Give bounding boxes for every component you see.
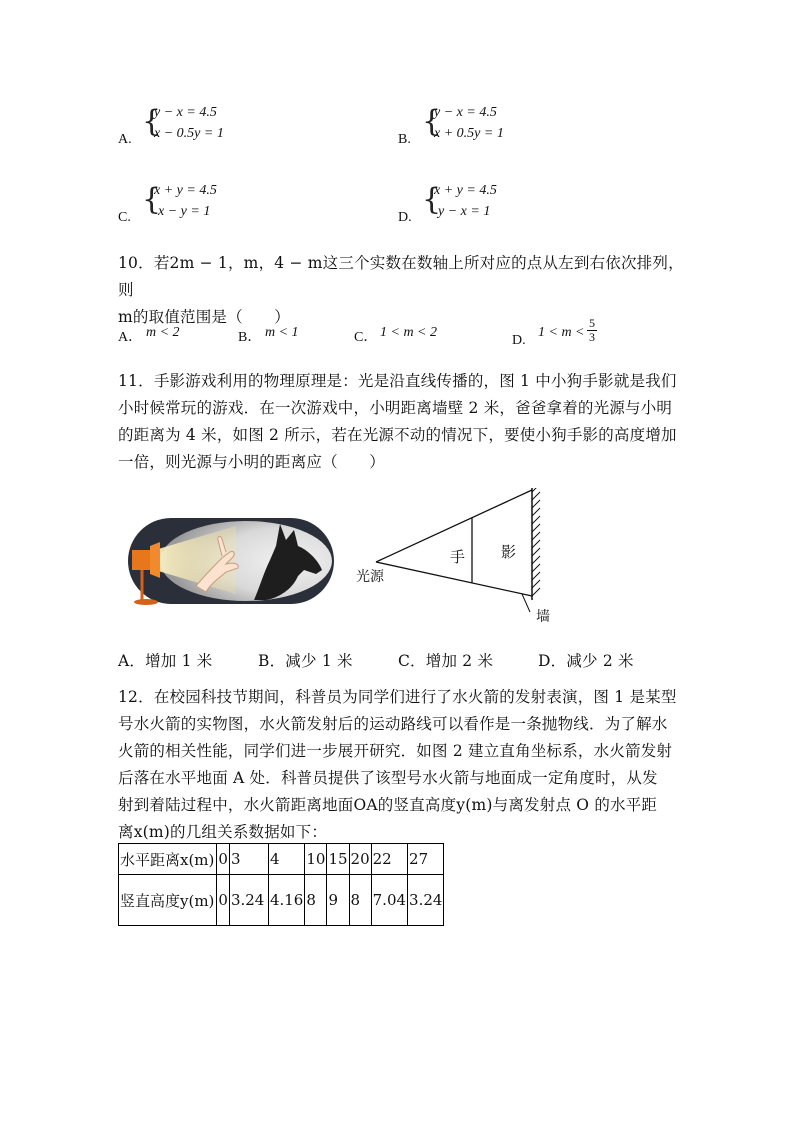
table-row — [119, 875, 444, 926]
q12-line-1: 12．在校园科技节期间，科普员为同学们进行了水火箭的发射表演，图 1 是某型 — [118, 688, 677, 706]
option-b-text: m < 1 — [265, 325, 299, 340]
q11-line-1: 11．手影游戏利用的物理原理是：光是沿直线传播的，图 1 中小狗手影就是我们 — [118, 372, 677, 390]
fraction-denominator: 3 — [589, 330, 595, 344]
option-label: A． — [118, 330, 143, 345]
hand-label: 手 — [450, 548, 466, 566]
q12-line-5: 射到着陆过程中，水火箭距离地面OA的竖直高度y(m)与离发射点 O 的水平距 — [118, 796, 658, 814]
q12-stem — [118, 684, 708, 846]
q12-line-4: 后落在水平地面 A 处．科普员提供了该型号水火箭与地面成一定角度时，从发 — [118, 769, 658, 787]
row-header-y: 竖直高度y(m) — [119, 875, 217, 926]
option-c-text: 1 < m < 2 — [380, 325, 438, 340]
fraction-numerator: 5 — [589, 316, 595, 330]
q11-line-4: 一倍，则光源与小明的距离应（ ） — [118, 453, 385, 471]
option-label: C． — [354, 330, 378, 345]
light-source-label: 光源 — [356, 569, 384, 585]
fraction — [587, 317, 597, 344]
q11-options — [118, 648, 718, 676]
rocket-data-table — [118, 843, 444, 926]
q9-option-c — [118, 182, 418, 230]
table-cell: 7.04 — [371, 875, 407, 926]
equation-1: x + y = 4.5 — [154, 183, 217, 198]
q11-line-3: 的距离为 4 米，如图 2 所示，若在光源不动的情况下，要使小狗手影的高度增加 — [118, 426, 677, 444]
brace-icon: { — [422, 104, 442, 139]
table-cell: 8 — [349, 875, 371, 926]
wall-hatching — [532, 488, 540, 596]
table-cell: 9 — [327, 875, 349, 926]
option-c: C．增加 2 米 — [398, 652, 494, 670]
table-row — [119, 844, 444, 875]
lamp-shade — [150, 542, 160, 578]
table-cell: 27 — [408, 844, 444, 875]
shadow-label: 影 — [501, 543, 517, 561]
equation-2: x + 0.5y = 1 — [434, 126, 504, 141]
table-cell: 8 — [305, 875, 327, 926]
table-cell: 3.24 — [408, 875, 444, 926]
brace-icon: { — [142, 182, 162, 217]
equation-2: x − 0.5y = 1 — [154, 126, 224, 141]
equation-1: y − x = 4.5 — [434, 105, 497, 120]
option-label: D. — [398, 210, 412, 225]
option-d: D．减少 2 米 — [538, 652, 634, 670]
lamp-head — [132, 550, 150, 570]
table-cell: 4 — [268, 844, 304, 875]
table-cell: 0 — [217, 875, 230, 926]
equation-1: x + y = 4.5 — [434, 183, 497, 198]
q10-line-2: m的取值范围是（ ） — [118, 308, 290, 326]
brace-icon: { — [142, 104, 162, 139]
option-label: D. — [512, 333, 526, 348]
option-label: B． — [238, 330, 262, 345]
equation-2: y − x = 1 — [438, 204, 491, 219]
table-cell: 4.16 — [268, 875, 304, 926]
table-cell: 20 — [349, 844, 371, 875]
brace-icon: { — [422, 182, 442, 217]
table-cell: 0 — [217, 844, 230, 875]
equation-1: y − x = 4.5 — [154, 105, 217, 120]
lower-ray — [376, 562, 532, 596]
table-cell: 22 — [371, 844, 407, 875]
q11-stem — [118, 368, 698, 476]
table-cell: 15 — [327, 844, 349, 875]
option-a-text: m < 2 — [146, 325, 180, 340]
q9-option-a — [118, 104, 418, 152]
wall-label-leader — [522, 594, 530, 612]
table-cell: 10 — [305, 844, 327, 875]
q12-line-3: 火箭的相关性能，同学们进一步展开研究．如图 2 建立直角坐标系，水火箭发射 — [118, 742, 673, 760]
option-b: B．减少 1 米 — [258, 652, 353, 670]
q10-stem — [118, 250, 698, 331]
q10-line-1: 10．若2m − 1，m，4 − m这三个实数在数轴上所对应的点从左到右依次排列，则 — [118, 254, 684, 299]
option-d-text: 1 < m < — [538, 325, 585, 340]
q11-line-2: 小时候常玩的游戏．在一次游戏中，小明距离墙壁 2 米，爸爸拿着的光源与小明 — [118, 399, 673, 417]
equation-2: x − y = 1 — [158, 204, 211, 219]
q12-line-6: 离x(m)的几组关系数据如下： — [118, 823, 328, 841]
option-a: A．增加 1 米 — [118, 652, 213, 670]
q12-line-2: 号水火箭的实物图，水火箭发射后的运动路线可以看作是一条抛物线．为了解水 — [118, 715, 668, 733]
q9-option-d — [398, 182, 698, 230]
option-label: A. — [118, 132, 132, 147]
hand-shadow-illustration — [126, 516, 336, 608]
option-label: C. — [118, 210, 131, 225]
lamp-base — [134, 599, 158, 605]
row-header-x: 水平距离x(m) — [119, 844, 217, 875]
table-cell: 3.24 — [229, 875, 268, 926]
q9-option-b — [398, 104, 698, 152]
option-label: B. — [398, 132, 411, 147]
table-cell: 3 — [229, 844, 268, 875]
wall-label: 墙 — [536, 609, 550, 625]
